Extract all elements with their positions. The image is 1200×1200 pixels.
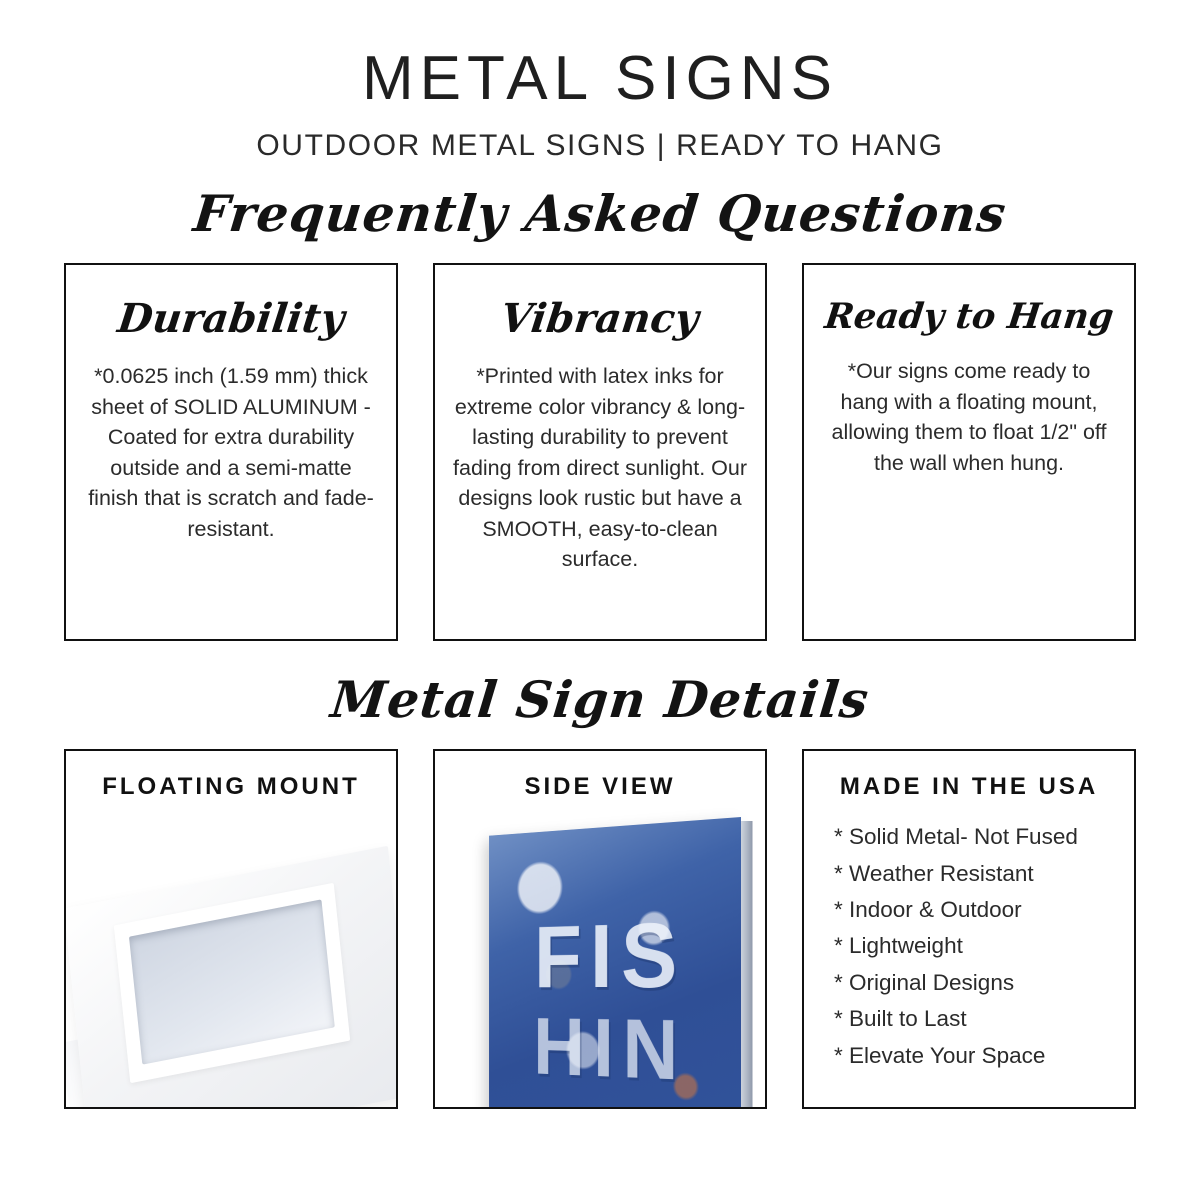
faq-card-ready-to-hang	[802, 263, 1136, 641]
detail-card-title: FLOATING MOUNT	[102, 773, 360, 801]
faq-card-title: Durability	[115, 295, 347, 343]
list-item: * Solid Metal- Not Fused	[834, 824, 1078, 850]
list-item: * Weather Resistant	[834, 860, 1034, 886]
list-item: * Elevate Your Space	[834, 1042, 1046, 1068]
list-item: * Built to Last	[834, 1006, 967, 1032]
feature-list	[804, 801, 1134, 1074]
faq-card-vibrancy	[433, 263, 767, 641]
detail-card-made-in-usa	[802, 749, 1136, 1109]
metal-sign-panel	[489, 817, 741, 1107]
mount-plate	[66, 846, 396, 1107]
floating-mount-illustration	[66, 805, 396, 1107]
detail-card-floating-mount	[64, 749, 398, 1109]
sign-text-line2: HIN	[533, 1000, 688, 1099]
detail-card-title: MADE IN THE USA	[839, 773, 1099, 801]
details-card-row	[0, 749, 1200, 1109]
details-section-heading: Metal Sign Details	[328, 670, 872, 730]
page-header	[0, 0, 1200, 163]
page-title: METAL SIGNS	[362, 44, 838, 113]
detail-card-side-view	[433, 749, 767, 1109]
metal-edge	[739, 821, 752, 1107]
faq-card-body: *Our signs come ready to hang with a floating mount, allowing them to float 1/2" off the wall when hung.	[831, 359, 1107, 475]
page-subtitle: OUTDOOR METAL SIGNS | READY TO HANG	[256, 129, 944, 163]
sign-artwork-text	[489, 817, 741, 1107]
faq-card-body: *0.0625 inch (1.59 mm) thick sheet of SOLID ALUMINUM - Coated for extra durability outside and a semi-matte finish that is scratch and fade-resistant.	[88, 364, 374, 541]
side-view-illustration	[435, 805, 765, 1107]
list-item: * Original Designs	[834, 969, 1015, 995]
detail-card-title: SIDE VIEW	[524, 773, 676, 801]
faq-section-heading: Frequently Asked Questions	[190, 184, 1010, 244]
sign-text-line1: FIS	[534, 903, 687, 1008]
faq-card-title: Ready to Hang	[822, 296, 1116, 338]
list-item: * Indoor & Outdoor	[834, 896, 1022, 922]
faq-card-durability	[64, 263, 398, 641]
faq-card-title: Vibrancy	[498, 295, 702, 343]
faq-card-body: *Printed with latex inks for extreme color vibrancy & long-lasting durability to prevent fading from direct sunlight. Our designs look rustic but have a SMOOTH, easy-to-clean surface.	[453, 364, 747, 572]
faq-card-row	[0, 263, 1200, 641]
list-item: * Lightweight	[834, 933, 963, 959]
